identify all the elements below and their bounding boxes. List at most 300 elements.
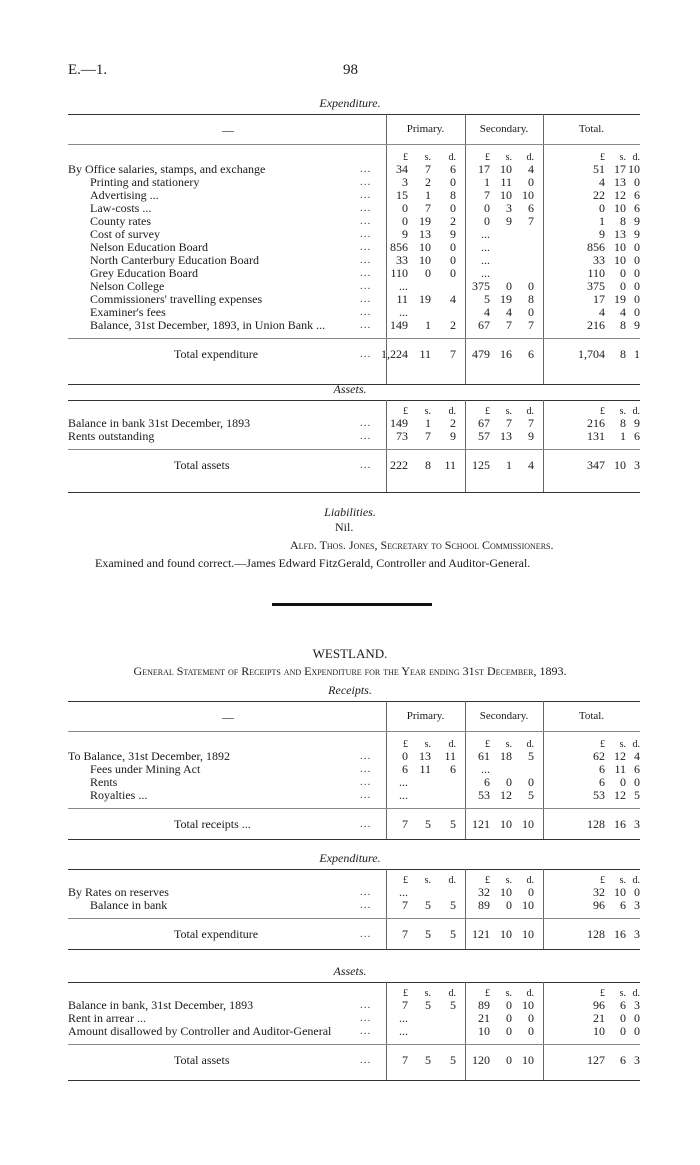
unit-label: d. bbox=[632, 152, 640, 163]
amount-cell: 8 bbox=[528, 292, 534, 306]
total-row bbox=[68, 928, 640, 941]
amount-cell: ... bbox=[399, 1011, 408, 1025]
unit-label: d. bbox=[526, 406, 534, 417]
amount-cell: ... bbox=[481, 762, 490, 776]
unit-label: d. bbox=[632, 406, 640, 417]
amount-cell: 0 bbox=[402, 749, 408, 763]
amount-cell: 1 bbox=[634, 347, 640, 361]
unit-label: £ bbox=[600, 875, 605, 886]
section-title: Assets. bbox=[333, 964, 367, 978]
amount-cell: 10 bbox=[500, 188, 512, 202]
unit-label: £ bbox=[485, 152, 490, 163]
amount-cell: 9 bbox=[634, 214, 640, 228]
amount-cell: 7 bbox=[506, 416, 512, 430]
amount-cell: 62 bbox=[593, 749, 605, 763]
leader-dots: ... bbox=[360, 430, 372, 442]
leader-dots: ... bbox=[360, 189, 372, 201]
total-column-header: Total. bbox=[578, 123, 605, 135]
amount-cell: 2 bbox=[450, 416, 456, 430]
amount-cell: 12 bbox=[614, 188, 626, 202]
row-label: Balance, 31st December, 1893, in Union Bank ... bbox=[90, 318, 326, 332]
amount-cell: 0 bbox=[620, 279, 626, 293]
amount-cell: 7 bbox=[528, 214, 534, 228]
bottom-rule bbox=[68, 492, 640, 493]
leader-dots: ... bbox=[360, 267, 372, 279]
row-label: Rents outstanding bbox=[68, 429, 155, 443]
amount-cell: 375 bbox=[472, 279, 490, 293]
unit-label: s. bbox=[505, 988, 512, 999]
amount-cell: 0 bbox=[634, 279, 640, 293]
amount-cell: 0 bbox=[506, 279, 512, 293]
row-label: By Office salaries, stamps, and exchange bbox=[68, 162, 266, 176]
amount-cell: 10 bbox=[522, 998, 534, 1012]
row-label: Cost of survey bbox=[90, 227, 160, 241]
amount-cell: 125 bbox=[472, 458, 490, 472]
amount-cell: 9 bbox=[506, 214, 512, 228]
amount-cell: 15 bbox=[396, 188, 408, 202]
amount-cell: 149 bbox=[390, 416, 408, 430]
bottom-rule bbox=[68, 839, 640, 840]
unit-label: d. bbox=[632, 988, 640, 999]
amount-cell: 3 bbox=[634, 998, 640, 1012]
amount-cell: 32 bbox=[593, 885, 605, 899]
subtotal-rule bbox=[68, 449, 640, 450]
amount-cell: 131 bbox=[587, 429, 605, 443]
unit-label: £ bbox=[485, 988, 490, 999]
amount-cell: 10 bbox=[614, 240, 626, 254]
unit-label: d. bbox=[526, 739, 534, 750]
amount-cell: 67 bbox=[478, 318, 490, 332]
table-block bbox=[68, 400, 640, 492]
table-row bbox=[68, 899, 640, 912]
amount-cell: 6 bbox=[634, 201, 640, 215]
amount-cell: 8 bbox=[425, 458, 431, 472]
amount-cell: 16 bbox=[614, 927, 626, 941]
unit-label: s. bbox=[424, 988, 431, 999]
amount-cell: ... bbox=[399, 305, 408, 319]
section-title: Expenditure. bbox=[319, 851, 381, 865]
liabilities-value: Nil. bbox=[335, 520, 354, 534]
amount-cell: 1 bbox=[425, 188, 431, 202]
amount-cell: 127 bbox=[587, 1053, 605, 1067]
table-row bbox=[68, 776, 640, 789]
unit-label: £ bbox=[600, 739, 605, 750]
secretary-signature-text: Alfd. Thos. Jones, Secretary to School Commissioners. bbox=[290, 538, 554, 552]
amount-cell: 0 bbox=[620, 1024, 626, 1038]
amount-cell: 19 bbox=[419, 214, 431, 228]
unit-label: d. bbox=[526, 875, 534, 886]
bottom-rule bbox=[68, 1080, 640, 1081]
leader-dots: ... bbox=[360, 1054, 372, 1066]
amount-cell: 4 bbox=[506, 305, 512, 319]
amount-cell: 10 bbox=[500, 927, 512, 941]
table-row bbox=[68, 189, 640, 202]
row-label: County rates bbox=[90, 214, 151, 228]
row-label: Royalties ... bbox=[90, 788, 148, 802]
amount-cell: 8 bbox=[620, 214, 626, 228]
column-dash: — bbox=[222, 710, 234, 724]
amount-cell: 5 bbox=[528, 788, 534, 802]
amount-cell: 10 bbox=[522, 927, 534, 941]
amount-cell: 5 bbox=[425, 817, 431, 831]
section-title: Expenditure. bbox=[319, 96, 381, 110]
total-row bbox=[68, 818, 640, 831]
amount-cell: 16 bbox=[614, 817, 626, 831]
row-label: Nelson Education Board bbox=[90, 240, 208, 254]
amount-cell: 6 bbox=[620, 998, 626, 1012]
amount-cell: 3 bbox=[634, 1053, 640, 1067]
unit-label: s. bbox=[424, 739, 431, 750]
leader-dots: ... bbox=[360, 459, 372, 471]
amount-cell: ... bbox=[399, 775, 408, 789]
amount-cell: 33 bbox=[593, 253, 605, 267]
amount-cell: 12 bbox=[500, 788, 512, 802]
section-title: Assets. bbox=[333, 382, 367, 396]
unit-label: s. bbox=[619, 152, 626, 163]
amount-cell: 10 bbox=[614, 253, 626, 267]
table-row bbox=[68, 202, 640, 215]
amount-cell: ... bbox=[399, 788, 408, 802]
unit-label: d. bbox=[448, 988, 456, 999]
amount-cell: 4 bbox=[599, 305, 605, 319]
amount-cell: 0 bbox=[528, 175, 534, 189]
amount-cell: 0 bbox=[634, 885, 640, 899]
amount-cell: 2 bbox=[425, 175, 431, 189]
unit-label: s. bbox=[619, 875, 626, 886]
amount-cell: 10 bbox=[614, 201, 626, 215]
row-label: Amount disallowed by Controller and Auditor-General bbox=[68, 1024, 332, 1038]
amount-cell: 11 bbox=[419, 347, 431, 361]
unit-label: £ bbox=[600, 988, 605, 999]
amount-cell: 3 bbox=[402, 175, 408, 189]
amount-cell: 7 bbox=[402, 927, 408, 941]
amount-cell: 0 bbox=[506, 775, 512, 789]
amount-cell: 121 bbox=[472, 927, 490, 941]
amount-cell: 1 bbox=[484, 175, 490, 189]
amount-cell: 5 bbox=[425, 927, 431, 941]
amount-cell: 13 bbox=[419, 227, 431, 241]
amount-cell: 216 bbox=[587, 318, 605, 332]
total-row bbox=[68, 348, 640, 361]
amount-cell: 2 bbox=[450, 214, 456, 228]
row-label: Advertising ... bbox=[90, 188, 159, 202]
total-row bbox=[68, 459, 640, 472]
unit-label: £ bbox=[403, 739, 408, 750]
amount-cell: 1,224 bbox=[381, 347, 408, 361]
amount-cell: 6 bbox=[528, 201, 534, 215]
amount-cell: 856 bbox=[390, 240, 408, 254]
amount-cell: 11 bbox=[500, 175, 512, 189]
amount-cell: 0 bbox=[506, 1053, 512, 1067]
table-row bbox=[68, 1025, 640, 1038]
leader-dots: ... bbox=[360, 228, 372, 240]
amount-cell: 2 bbox=[450, 318, 456, 332]
amount-cell: 10 bbox=[478, 1024, 490, 1038]
amount-cell: 19 bbox=[614, 292, 626, 306]
amount-cell: ... bbox=[481, 253, 490, 267]
leader-dots: ... bbox=[360, 750, 372, 762]
unit-label: s. bbox=[505, 739, 512, 750]
unit-label: s. bbox=[505, 406, 512, 417]
row-label: Examiner's fees bbox=[90, 305, 166, 319]
amount-cell: 53 bbox=[593, 788, 605, 802]
leader-dots: ... bbox=[360, 763, 372, 775]
amount-cell: 5 bbox=[450, 898, 456, 912]
amount-cell: 0 bbox=[528, 279, 534, 293]
amount-cell: 0 bbox=[484, 214, 490, 228]
table-row bbox=[68, 763, 640, 776]
amount-cell: 5 bbox=[450, 817, 456, 831]
amount-cell: 6 bbox=[528, 347, 534, 361]
amount-cell: 0 bbox=[528, 305, 534, 319]
unit-label: s. bbox=[424, 406, 431, 417]
row-label: To Balance, 31st December, 1892 bbox=[68, 749, 230, 763]
amount-cell: 8 bbox=[620, 318, 626, 332]
amount-cell: 6 bbox=[402, 762, 408, 776]
amount-cell: 110 bbox=[587, 266, 605, 280]
amount-cell: 5 bbox=[450, 1053, 456, 1067]
amount-cell: 0 bbox=[402, 201, 408, 215]
page-header bbox=[68, 62, 640, 84]
amount-cell: 6 bbox=[620, 1053, 626, 1067]
amount-cell: 89 bbox=[478, 998, 490, 1012]
amount-cell: 19 bbox=[419, 292, 431, 306]
unit-label: £ bbox=[403, 875, 408, 886]
amount-cell: 0 bbox=[634, 292, 640, 306]
amount-cell: 33 bbox=[396, 253, 408, 267]
amount-cell: 0 bbox=[450, 175, 456, 189]
unit-label: d. bbox=[448, 875, 456, 886]
amount-cell: 13 bbox=[614, 175, 626, 189]
amount-cell: 0 bbox=[450, 240, 456, 254]
amount-cell: 7 bbox=[402, 998, 408, 1012]
table-block bbox=[68, 869, 640, 949]
amount-cell: 10 bbox=[593, 1024, 605, 1038]
amount-cell: 222 bbox=[390, 458, 408, 472]
amount-cell: 34 bbox=[396, 162, 408, 176]
amount-cell: 6 bbox=[634, 188, 640, 202]
unit-label: d. bbox=[632, 739, 640, 750]
report-reference: E.—1. bbox=[68, 62, 108, 78]
leader-dots: ... bbox=[360, 254, 372, 266]
amount-cell: 96 bbox=[593, 898, 605, 912]
amount-cell: 6 bbox=[634, 429, 640, 443]
amount-cell: 7 bbox=[402, 1053, 408, 1067]
table-block bbox=[68, 114, 640, 384]
amount-cell: 5 bbox=[425, 998, 431, 1012]
unit-label: £ bbox=[403, 988, 408, 999]
row-label: Law-costs ... bbox=[90, 201, 152, 215]
amount-cell: 8 bbox=[620, 347, 626, 361]
amount-cell: 10 bbox=[522, 188, 534, 202]
amount-cell: 8 bbox=[450, 188, 456, 202]
row-label: Grey Education Board bbox=[90, 266, 198, 280]
amount-cell: 22 bbox=[593, 188, 605, 202]
unit-label: d. bbox=[448, 739, 456, 750]
amount-cell: 6 bbox=[599, 762, 605, 776]
amount-cell: 3 bbox=[634, 927, 640, 941]
amount-cell: 0 bbox=[450, 266, 456, 280]
row-label: Commissioners' travelling expenses bbox=[90, 292, 263, 306]
leader-dots: ... bbox=[360, 1012, 372, 1024]
amount-cell: 10 bbox=[419, 240, 431, 254]
amount-cell: 51 bbox=[593, 162, 605, 176]
amount-cell: 53 bbox=[478, 788, 490, 802]
leader-dots: ... bbox=[360, 1025, 372, 1037]
secretary-signature bbox=[290, 538, 650, 553]
amount-cell: 7 bbox=[506, 318, 512, 332]
general-statement-title bbox=[0, 664, 700, 679]
unit-label: s. bbox=[424, 152, 431, 163]
amount-cell: 11 bbox=[614, 762, 626, 776]
row-label: North Canterbury Education Board bbox=[90, 253, 259, 267]
amount-cell: 4 bbox=[620, 305, 626, 319]
amount-cell: 12 bbox=[614, 749, 626, 763]
unit-label: £ bbox=[485, 875, 490, 886]
amount-cell: 6 bbox=[450, 162, 456, 176]
unit-label: d. bbox=[448, 406, 456, 417]
leader-dots: ... bbox=[360, 293, 372, 305]
amount-cell: 5 bbox=[425, 898, 431, 912]
amount-cell: 0 bbox=[634, 253, 640, 267]
row-label: Balance in bank 31st December, 1893 bbox=[68, 416, 251, 430]
leader-dots: ... bbox=[360, 789, 372, 801]
amount-cell: 1 bbox=[599, 214, 605, 228]
amount-cell: 149 bbox=[390, 318, 408, 332]
row-label: By Rates on reserves bbox=[68, 885, 169, 899]
leader-dots: ... bbox=[360, 163, 372, 175]
amount-cell: 11 bbox=[444, 458, 456, 472]
bottom-rule bbox=[68, 949, 640, 950]
amount-cell: 9 bbox=[450, 429, 456, 443]
amount-cell: 32 bbox=[478, 885, 490, 899]
auditor-signature-text: Examined and found correct.—James Edward FitzGerald, Controller and Auditor-General. bbox=[95, 556, 531, 570]
subtotal-rule bbox=[68, 808, 640, 809]
leader-dots: ... bbox=[360, 999, 372, 1011]
unit-label: s. bbox=[619, 739, 626, 750]
leader-dots: ... bbox=[360, 280, 372, 292]
amount-cell: 67 bbox=[478, 416, 490, 430]
amount-cell: 21 bbox=[593, 1011, 605, 1025]
amount-cell: 0 bbox=[528, 775, 534, 789]
amount-cell: 10 bbox=[628, 162, 640, 176]
amount-cell: 0 bbox=[620, 775, 626, 789]
leader-dots: ... bbox=[360, 215, 372, 227]
amount-cell: 0 bbox=[528, 885, 534, 899]
amount-cell: 5 bbox=[450, 927, 456, 941]
row-label: Rents bbox=[90, 775, 118, 789]
amount-cell: 96 bbox=[593, 998, 605, 1012]
amount-cell: 0 bbox=[506, 1011, 512, 1025]
amount-cell: 0 bbox=[634, 1024, 640, 1038]
amount-cell: 13 bbox=[500, 429, 512, 443]
row-label: Balance in bank bbox=[90, 898, 168, 912]
row-label: Fees under Mining Act bbox=[90, 762, 201, 776]
amount-cell: 6 bbox=[599, 775, 605, 789]
auditor-signature bbox=[95, 556, 655, 571]
amount-cell: 0 bbox=[634, 175, 640, 189]
unit-label: £ bbox=[485, 739, 490, 750]
table-row bbox=[68, 430, 640, 443]
amount-cell: 10 bbox=[419, 253, 431, 267]
amount-cell: 73 bbox=[396, 429, 408, 443]
amount-cell: 10 bbox=[614, 458, 626, 472]
row-label: Printing and stationery bbox=[90, 175, 200, 189]
amount-cell: 121 bbox=[472, 817, 490, 831]
page-number: 98 bbox=[343, 62, 358, 78]
subtotal-rule bbox=[68, 338, 640, 339]
total-label: Total expenditure bbox=[174, 927, 259, 941]
amount-cell: 7 bbox=[484, 188, 490, 202]
unit-label: £ bbox=[403, 152, 408, 163]
column-dash: — bbox=[222, 123, 234, 137]
amount-cell: 128 bbox=[587, 817, 605, 831]
column-divider bbox=[465, 400, 466, 492]
amount-cell: 4 bbox=[599, 175, 605, 189]
table-block bbox=[68, 701, 640, 839]
unit-label: s. bbox=[619, 988, 626, 999]
amount-cell: 0 bbox=[450, 201, 456, 215]
amount-cell: 9 bbox=[634, 416, 640, 430]
amount-cell: 120 bbox=[472, 1053, 490, 1067]
amount-cell: 17 bbox=[478, 162, 490, 176]
amount-cell: 479 bbox=[472, 347, 490, 361]
amount-cell: 9 bbox=[450, 227, 456, 241]
unit-label: s. bbox=[505, 875, 512, 886]
total-label: Total assets bbox=[174, 1053, 230, 1067]
general-statement-text: General Statement of Receipts and Expenditure for the Year ending 31st December, 1893. bbox=[133, 664, 567, 678]
leader-dots: ... bbox=[360, 348, 372, 360]
amount-cell: 10 bbox=[500, 885, 512, 899]
amount-cell: 12 bbox=[614, 788, 626, 802]
leader-dots: ... bbox=[360, 899, 372, 911]
primary-column-header: Primary. bbox=[406, 123, 445, 135]
amount-cell: 3 bbox=[634, 898, 640, 912]
amount-cell: 7 bbox=[402, 898, 408, 912]
amount-cell: 7 bbox=[528, 416, 534, 430]
amount-cell: 0 bbox=[484, 201, 490, 215]
amount-cell: 4 bbox=[528, 162, 534, 176]
amount-cell: 6 bbox=[634, 762, 640, 776]
amount-cell: 4 bbox=[634, 749, 640, 763]
amount-cell: 4 bbox=[528, 458, 534, 472]
amount-cell: 0 bbox=[425, 266, 431, 280]
amount-cell: 0 bbox=[506, 898, 512, 912]
total-label: Total assets bbox=[174, 458, 230, 472]
total-label: Total receipts ... bbox=[174, 817, 251, 831]
amount-cell: ... bbox=[481, 266, 490, 280]
amount-cell: 13 bbox=[419, 749, 431, 763]
leader-dots: ... bbox=[360, 319, 372, 331]
amount-cell: 0 bbox=[506, 998, 512, 1012]
amount-cell: 0 bbox=[450, 253, 456, 267]
amount-cell: 5 bbox=[634, 788, 640, 802]
amount-cell: 11 bbox=[396, 292, 408, 306]
amount-cell: 856 bbox=[587, 240, 605, 254]
amount-cell: 4 bbox=[484, 305, 490, 319]
table-block bbox=[68, 982, 640, 1080]
amount-cell: 375 bbox=[587, 279, 605, 293]
amount-cell: ... bbox=[481, 240, 490, 254]
amount-cell: 21 bbox=[478, 1011, 490, 1025]
unit-label: d. bbox=[448, 152, 456, 163]
table-row bbox=[68, 789, 640, 802]
section-title: Receipts. bbox=[328, 683, 372, 697]
amount-cell: ... bbox=[399, 1024, 408, 1038]
amount-cell: 9 bbox=[599, 227, 605, 241]
unit-label: £ bbox=[485, 406, 490, 417]
amount-cell: 0 bbox=[506, 1024, 512, 1038]
